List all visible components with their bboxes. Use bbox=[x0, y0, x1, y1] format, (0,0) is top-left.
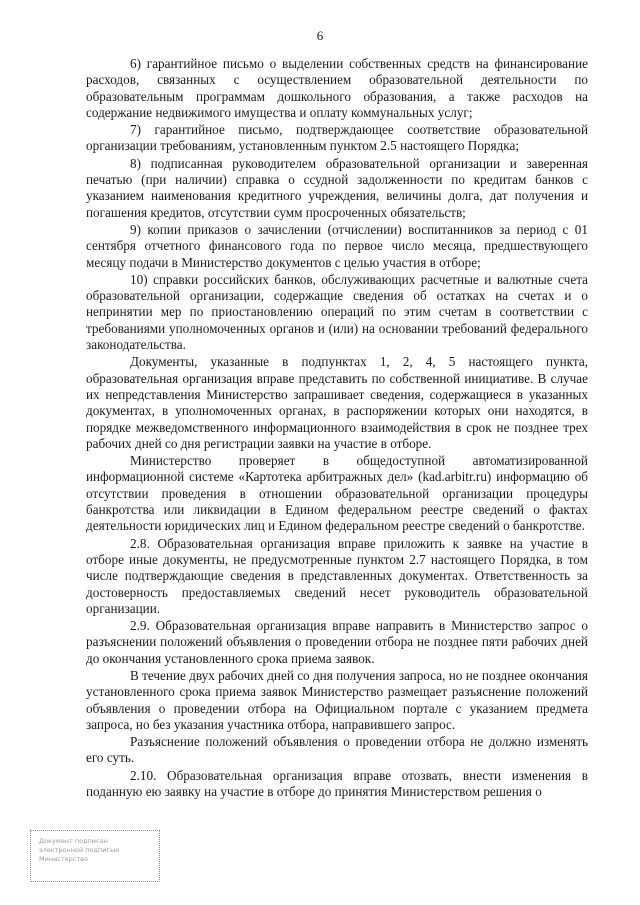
stamp-line: Министерство bbox=[39, 855, 88, 863]
paragraph-clarification: В течение двух рабочих дней со дня получения запроса, но не позднее окончания установленного срока приема заявок Министерство размещает разъяснение положений объявления о проведении отбора на Официальном портале с указанием предмета запроса, но без указания участника отбора, направившего запрос. bbox=[86, 667, 588, 732]
document-body bbox=[86, 56, 588, 801]
paragraph-item-9: 9) копии приказов о зачислении (отчислении) воспитанников за период с 01 сентября отчетного финансового года по первое число месяца, предшествующего месяцу подачи в Министерство документов с целью участия в отборе; bbox=[86, 221, 588, 270]
paragraph-clarification-note: Разъяснение положений объявления о проведении отбора не должно изменять его суть. bbox=[86, 734, 588, 766]
signature-stamp bbox=[30, 830, 160, 882]
stamp-line: электронной подписью bbox=[39, 846, 120, 854]
paragraph-item-8: 8) подписанная руководителем образовательной организации и заверенная печатью (при наличии) справка о ссудной задолженности по кредитам банков с указанием наименования кредитного учреждения, величины долга, дат получения и погашения кредитов, отсутствии сумм просроченных обязательств; bbox=[86, 155, 588, 220]
paragraph-ministry-check: Министерство проверяет в общедоступной автоматизированной информационной системе «Картотека арбитражных дел» (kad.arbitr.ru) информацию об отсутствии проведения в отношении образовательной организации процедуры банкротства или ликвидации в Едином федеральном реестре сведений о фактах деятельности юридических лиц и Едином федеральном реестре сведений о банкротстве. bbox=[86, 453, 588, 534]
paragraph-item-6: 6) гарантийное письмо о выделении собственных средств на финансирование расходов, связанных с осуществлением образовательной деятельности по образовательным программам дошкольного образования, а также расходов на содержание недвижимого имущества и оплату коммунальных услуг; bbox=[86, 56, 588, 120]
page-number: 6 bbox=[316, 28, 324, 43]
paragraph-2-9: 2.9. Образовательная организация вправе направить в Министерство запрос о разъяснении положений объявления о проведении отбора не позднее пяти рабочих дней до окончания установленного срока приема заявок. bbox=[86, 618, 588, 666]
paragraph-item-7: 7) гарантийное письмо, подтверждающее соответствие образовательной организации требованиям, установленным пунктом 2.5 настоящего Порядка; bbox=[86, 122, 588, 154]
paragraph-documents-note: Документы, указанные в подпунктах 1, 2, 4, 5 настоящего пункта, образовательная организация вправе представить по собственной инициативе. В случае их непредставления Министерство запрашивает сведения, содержащиеся в указанных документах, в уполномоченных органах, в распоряжении которых они находятся, в порядке межведомственного информационного взаимодействия в срок не позднее трех рабочих дней со дня регистрации заявки на участие в отборе. bbox=[86, 354, 588, 451]
paragraph-item-10: 10) справки российских банков, обслуживающих расчетные и валютные счета образовательной организации, содержащие сведения об остатках на счетах и о непринятии мер по приостановлению операций по этим счетам в соответствии с требованиями уполномоченных органов и (или) на основании требований федерального законодательства. bbox=[86, 271, 588, 353]
paragraph-2-8: 2.8. Образовательная организация вправе приложить к заявке на участие в отборе иные документы, не предусмотренные пунктом 2.7 настоящего Порядка, в том числе подтверждающие сведения в представленных документах. Ответственность за достоверность предоставляемых сведений несет руководитель образовательной организации. bbox=[86, 535, 588, 616]
paragraph-2-10: 2.10. Образовательная организация вправе отозвать, внести изменения в поданную ею заявку на участие в отборе до принятия Министерством решения о bbox=[86, 767, 588, 800]
stamp-line: Документ подписан bbox=[39, 837, 108, 845]
